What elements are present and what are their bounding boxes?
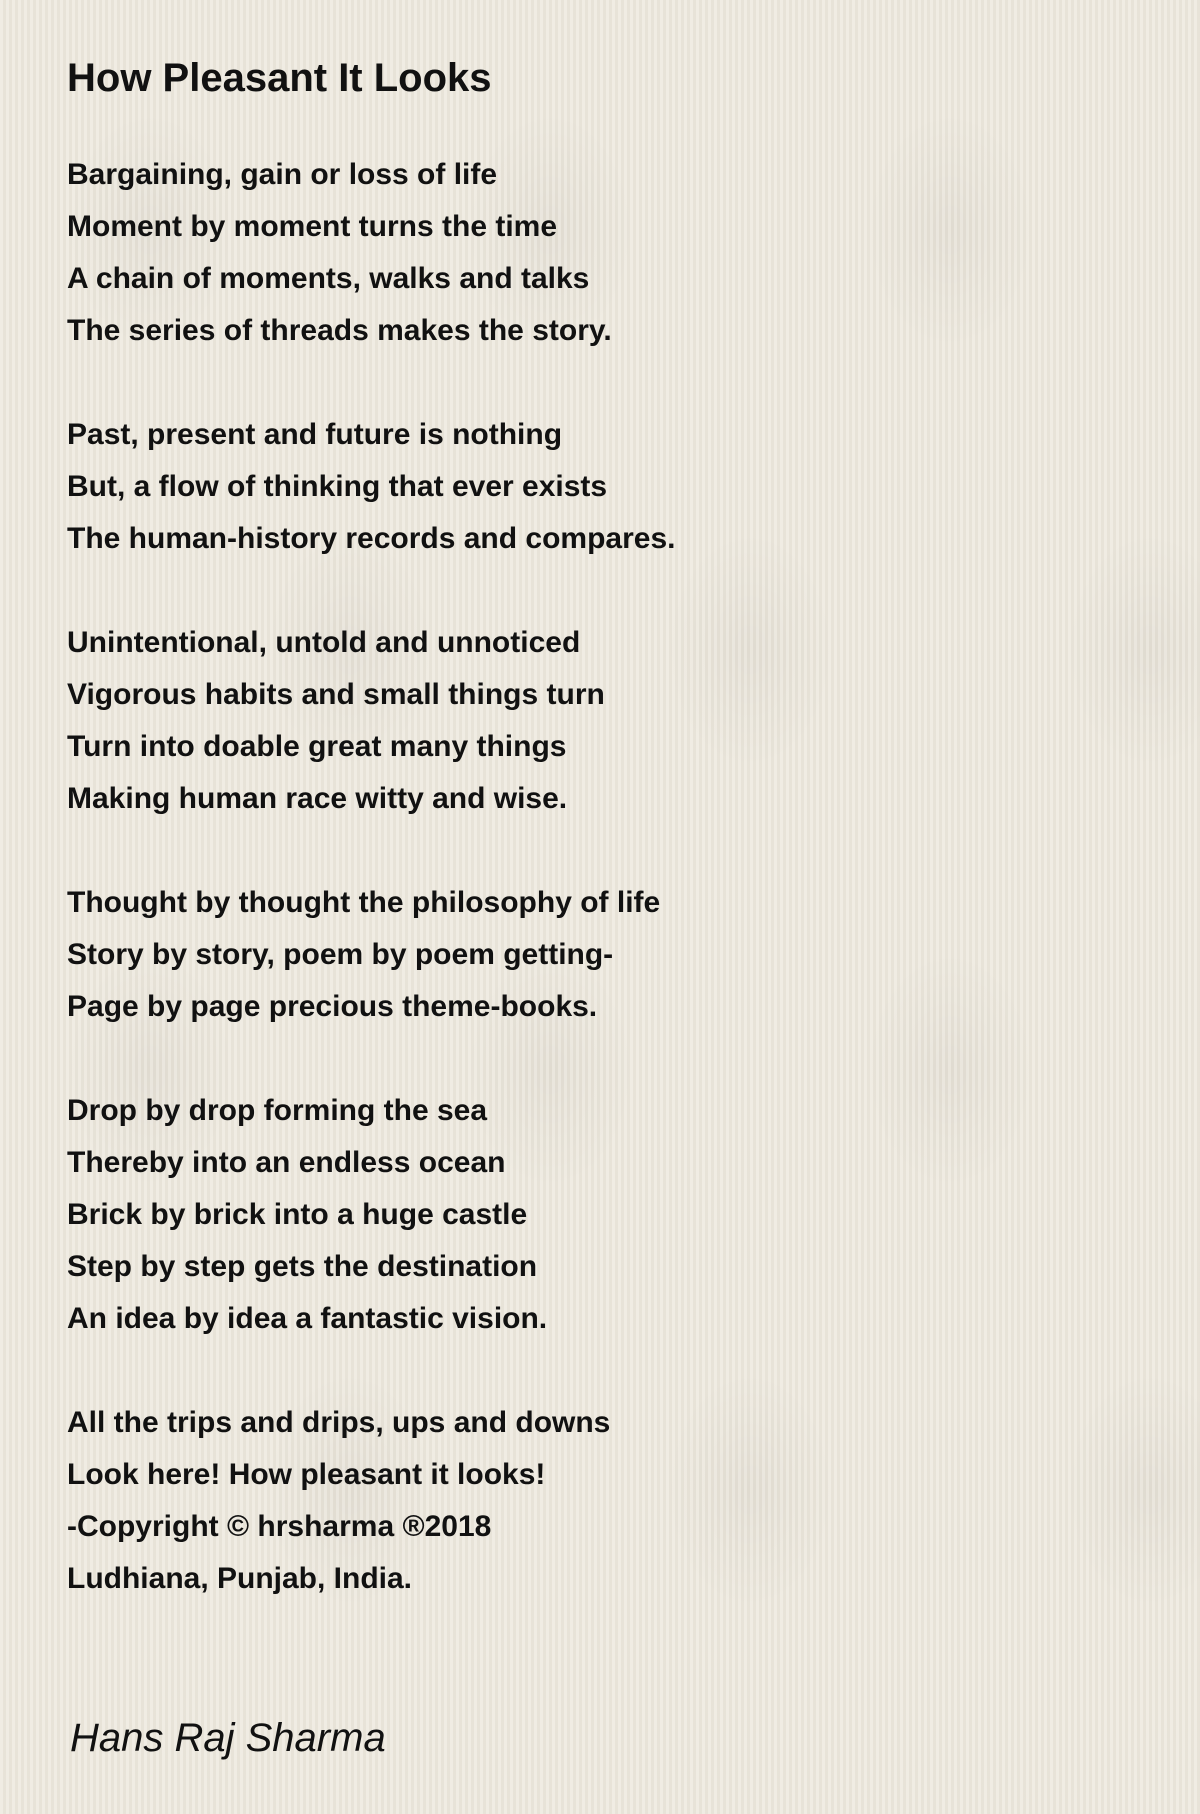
poem-line: Vigorous habits and small things turn xyxy=(67,678,605,711)
poem-line: A chain of moments, walks and talks xyxy=(67,262,590,295)
poem-line: The human-history records and compares. xyxy=(67,522,676,555)
stanza-5 xyxy=(67,1085,1127,1345)
poem-line: Thereby into an endless ocean xyxy=(67,1146,506,1179)
poem-line: Look here! How pleasant it looks! xyxy=(67,1458,546,1491)
poem-line: Page by page precious theme-books. xyxy=(67,990,598,1023)
poem-line: The series of threads makes the story. xyxy=(67,314,612,347)
poem-line: Step by step gets the destination xyxy=(67,1250,538,1283)
poem-line: An idea by idea a fantastic vision. xyxy=(67,1302,548,1335)
stanza-4 xyxy=(67,877,1127,1033)
poem-line: Moment by moment turns the time xyxy=(67,210,558,243)
stanza-2 xyxy=(67,409,1127,565)
poem-line: Past, present and future is nothing xyxy=(67,418,563,451)
poem-line: All the trips and drips, ups and downs xyxy=(67,1406,611,1439)
stanza-3 xyxy=(67,617,1127,825)
poem-line: Story by story, poem by poem getting- xyxy=(67,938,614,971)
copyright-line: -Copyright © hrsharma ®2018 xyxy=(67,1510,492,1543)
poem-title: How Pleasant It Looks xyxy=(67,56,492,100)
author-name: Hans Raj Sharma xyxy=(70,1716,386,1760)
poem-line: Brick by brick into a huge castle xyxy=(67,1198,528,1231)
poem-line: Unintentional, untold and unnoticed xyxy=(67,626,581,659)
poem-line: Bargaining, gain or loss of life xyxy=(67,158,498,191)
poem-line: Turn into doable great many things xyxy=(67,730,567,763)
poem-line: Making human race witty and wise. xyxy=(67,782,568,815)
stanza-6 xyxy=(67,1397,1127,1605)
poem-line: But, a flow of thinking that ever exists xyxy=(67,470,608,503)
poem-body xyxy=(67,149,1127,1605)
poem-line: Drop by drop forming the sea xyxy=(67,1094,488,1127)
stanza-1 xyxy=(67,149,1127,357)
location-line: Ludhiana, Punjab, India. xyxy=(67,1562,413,1595)
poem-line: Thought by thought the philosophy of life xyxy=(67,886,661,919)
